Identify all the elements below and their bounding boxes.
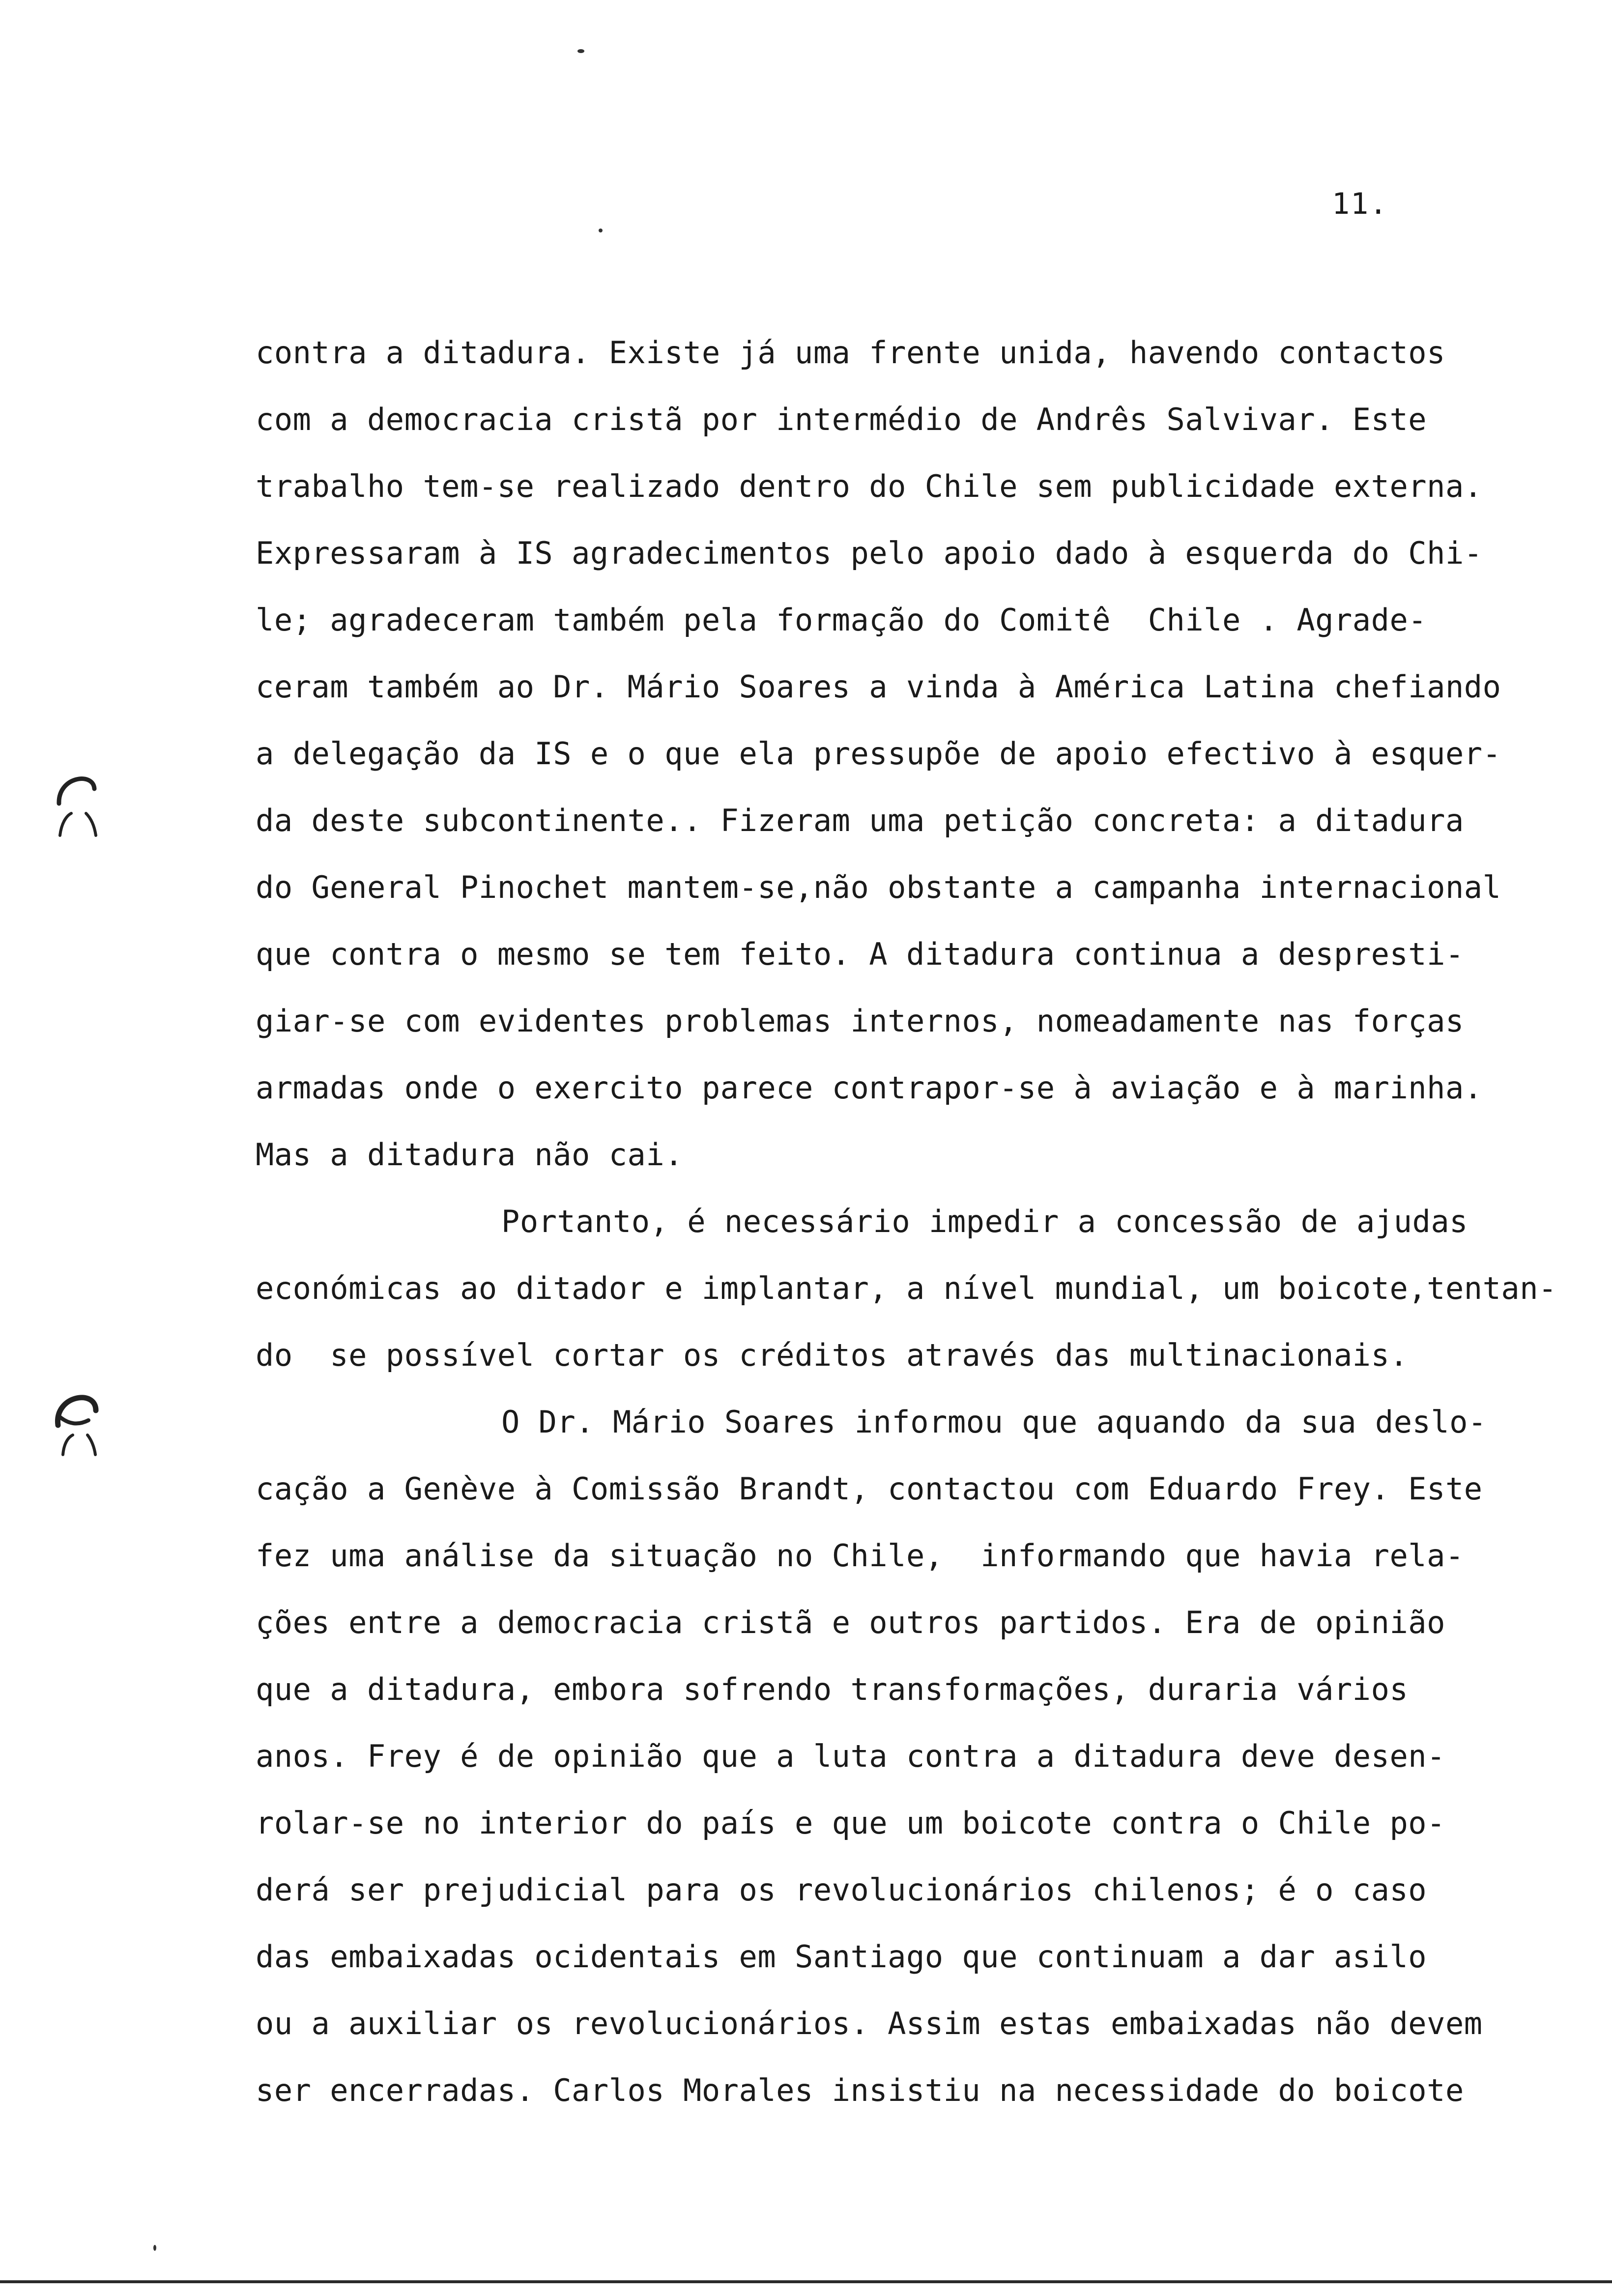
text-line: que contra o mesmo se tem feito. A ditadura continua a despresti- <box>256 936 1464 972</box>
text-line: derá ser prejudicial para os revolucionários chilenos; é o caso <box>256 1872 1427 1908</box>
text-line: da deste subcontinente.. Fizeram uma petição concreta: a ditadura <box>256 803 1464 838</box>
text-line: ceram também ao Dr. Mário Soares a vinda à América Latina chefiando <box>256 669 1501 705</box>
scan-speck <box>153 2245 156 2251</box>
paragraph-first-line: O Dr. Mário Soares informou que aquando da sua deslo- <box>501 1404 1487 1440</box>
text-line: giar-se com evidentes problemas internos, nomeadamente nas forças <box>256 1003 1464 1039</box>
text-line: anos. Frey é de opinião que a luta contra a ditadura deve desen- <box>256 1738 1445 1774</box>
text-line: Expressaram à IS agradecimentos pelo apoio dado à esquerda do Chi- <box>256 535 1483 571</box>
text-line: contra a ditadura. Existe já uma frente unida, havendo contactos <box>256 335 1445 371</box>
text-line: ser encerradas. Carlos Morales insistiu na necessidade do boicote <box>256 2072 1464 2108</box>
body-text <box>256 319 1583 2124</box>
scan-speck <box>599 229 603 232</box>
text-line: ou a auxiliar os revolucionários. Assim estas embaixadas não devem <box>256 2006 1483 2041</box>
text-line: do se possível cortar os créditos através das multinacionais. <box>256 1337 1409 1373</box>
text-line: fez uma análise da situação no Chile, informando que havia rela- <box>256 1538 1464 1574</box>
text-line: rolar-se no interior do país e que um boicote contra o Chile po- <box>256 1805 1445 1841</box>
text-line: ções entre a democracia cristã e outros partidos. Era de opinião <box>256 1605 1445 1640</box>
bottom-edge-rule <box>0 2280 1612 2283</box>
paragraph-first-line: Portanto, é necessário impedir a concessão de ajudas <box>501 1204 1468 1239</box>
punch-hole-mark <box>49 767 103 840</box>
text-line: que a ditadura, embora sofrendo transformações, duraria vários <box>256 1671 1409 1707</box>
text-line: cação a Genève à Comissão Brandt, contactou com Eduardo Frey. Este <box>256 1471 1483 1507</box>
punch-hole-mark <box>49 1386 103 1460</box>
text-line: armadas onde o exercito parece contrapor-se à aviação e à marinha. <box>256 1070 1483 1106</box>
text-line: económicas ao ditador e implantar, a nível mundial, um boicote,tentan- <box>256 1270 1557 1306</box>
text-line: Mas a ditadura não cai. <box>256 1137 684 1173</box>
text-line: le; agradeceram também pela formação do Comitê Chile . Agrade- <box>256 602 1427 638</box>
scan-speck <box>577 49 584 53</box>
text-line: das embaixadas ocidentais em Santiago que continuam a dar asilo <box>256 1939 1427 1975</box>
text-line: a delegação da IS e o que ela pressupõe de apoio efectivo à esquer- <box>256 736 1501 772</box>
text-line: com a democracia cristã por intermédio de Andrês Salvivar. Este <box>256 402 1427 437</box>
text-line: trabalho tem-se realizado dentro do Chile sem publicidade externa. <box>256 468 1483 504</box>
text-line: do General Pinochet mantem-se,não obstante a campanha internacional <box>256 869 1501 905</box>
page-number: 11. <box>1332 187 1388 221</box>
